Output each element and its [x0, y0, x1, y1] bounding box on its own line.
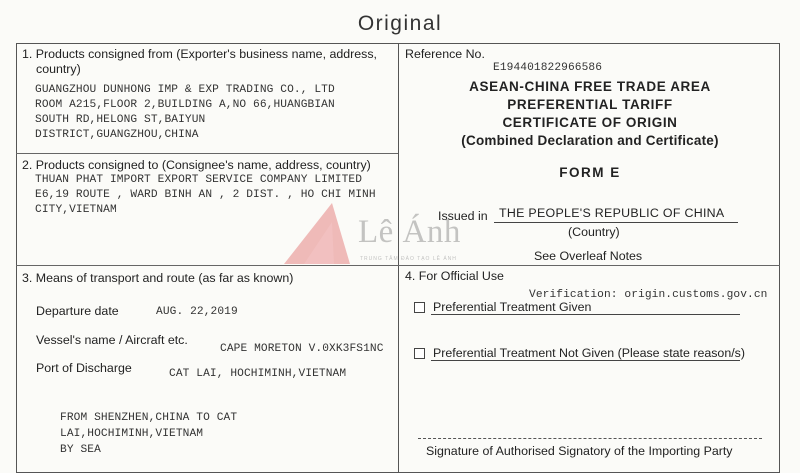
page-title: Original [357, 12, 443, 35]
departure-date: AUG. 22,2019 [156, 306, 238, 318]
treatment-not-given-underline [431, 360, 740, 361]
country-label: (Country) [568, 225, 620, 239]
reference-number: E194401822966586 [493, 62, 603, 74]
port-label: Port of Discharge [36, 361, 132, 375]
consignee-line: THUAN PHAT IMPORT EXPORT SERVICE COMPANY LIMITED [35, 174, 363, 186]
treatment-not-given-label: Preferential Treatment Not Given (Please state reason/s) [433, 346, 745, 360]
issued-label: Issued in [438, 209, 488, 223]
box4-label: 4. For Official Use [405, 269, 504, 283]
watermark-logo-icon [282, 200, 352, 265]
exporter-line: ROOM A215,FLOOR 2,BUILDING A,NO 66,HUANGBIAN [35, 99, 335, 111]
signature-line [418, 438, 762, 439]
consignee-line: E6,19 ROUTE , WARD BINH AN , 2 DIST. , HO CHI MINH [35, 189, 376, 201]
overleaf-note: See Overleaf Notes [534, 249, 643, 263]
heading-line: (Combined Declaration and Certificate) [461, 133, 719, 148]
signature-label: Signature of Authorised Signatory of the Importing Party [426, 444, 733, 458]
issued-underline [494, 222, 738, 223]
treatment-given-checkbox[interactable] [414, 302, 425, 313]
box2-label: 2. Products consigned to (Consignee's name, address, country) [22, 158, 371, 172]
watermark-subtext: TRUNG TÂM ĐÀO TẠO LÊ ÁNH [360, 256, 457, 262]
reference-label: Reference No. [405, 47, 485, 61]
divider-mid [16, 265, 780, 266]
vessel-label: Vessel's name / Aircraft etc. [36, 333, 188, 347]
heading-line: ASEAN-CHINA FREE TRADE AREA [469, 79, 711, 94]
divider-box1-box2 [16, 153, 398, 154]
box1-label-line2: country) [36, 62, 81, 76]
issued-country: THE PEOPLE'S REPUBLIC OF CHINA [499, 206, 725, 220]
route-line: BY SEA [60, 444, 101, 456]
heading-line: PREFERENTIAL TARIFF [507, 97, 673, 112]
watermark-text: Lê Ánh [358, 214, 461, 250]
verification-url: Verification: origin.customs.gov.cn [529, 289, 768, 301]
port-of-discharge: CAT LAI, HOCHIMINH,VIETNAM [169, 368, 347, 380]
route-line: FROM SHENZHEN,CHINA TO CAT [60, 412, 238, 424]
treatment-given-underline [431, 314, 740, 315]
treatment-not-given-checkbox[interactable] [414, 348, 425, 359]
box1-label-line1: 1. Products consigned from (Exporter's business name, address, [22, 47, 377, 61]
treatment-given-label: Preferential Treatment Given [433, 300, 592, 314]
box3-label: 3. Means of transport and route (as far as known) [22, 271, 294, 285]
heading-line: CERTIFICATE OF ORIGIN [502, 115, 678, 130]
form-type: FORM E [559, 165, 621, 180]
consignee-line: CITY,VIETNAM [35, 204, 117, 216]
departure-label: Departure date [36, 304, 119, 318]
exporter-line: DISTRICT,GUANGZHOU,CHINA [35, 129, 199, 141]
route-line: LAI,HOCHIMINH,VIETNAM [60, 428, 204, 440]
exporter-line: SOUTH RD,HELONG ST,BAIYUN [35, 114, 206, 126]
vessel-name: CAPE MORETON V.0XK3FS1NC [220, 343, 384, 355]
exporter-line: GUANGZHOU DUNHONG IMP & EXP TRADING CO., LTD [35, 84, 335, 96]
